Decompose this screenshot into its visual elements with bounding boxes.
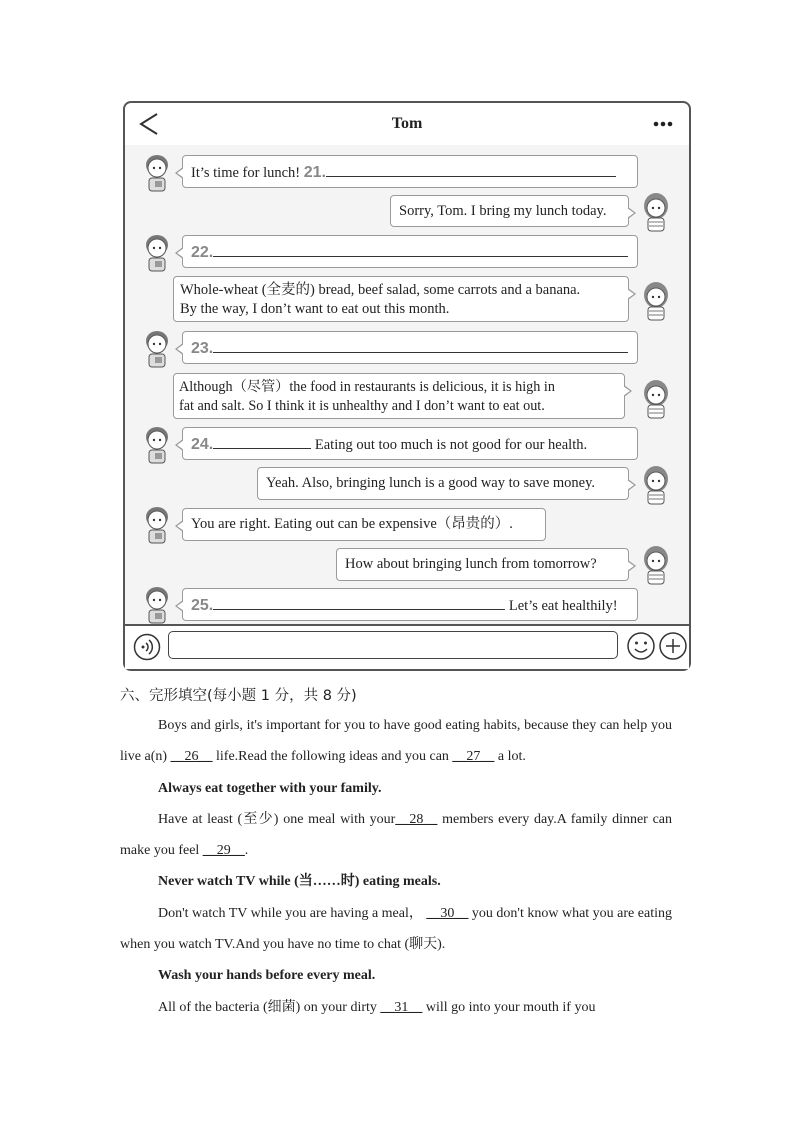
message-bubble <box>182 331 638 364</box>
passage-intro <box>120 710 672 773</box>
passage-paragraph-3 <box>120 992 672 1023</box>
question-number: 25. <box>191 597 214 614</box>
blank-28[interactable]: __28__ <box>395 811 438 827</box>
girl-avatar-icon <box>639 279 673 321</box>
passage-text: All of the bacteria (细菌) on your dirty <box>158 999 381 1015</box>
girl-avatar-icon <box>639 543 673 585</box>
message-text: Sorry, Tom. I bring my lunch today. <box>399 203 607 219</box>
emoji-icon[interactable] <box>626 631 656 661</box>
question-number: 23. <box>191 340 214 357</box>
message-text-line: Whole-wheat (全麦的) bread, beef salad, some carrots and a banana. <box>180 282 581 298</box>
message-bubble <box>182 235 638 268</box>
message-text: Yeah. Also, bringing lunch is a good way to save money. <box>266 475 596 491</box>
answer-blank[interactable] <box>213 595 505 610</box>
chat-input-bar <box>125 624 689 669</box>
section-title: 六、完形填空(每小题 1 分，共 8 分) <box>120 688 357 704</box>
answer-blank[interactable] <box>213 434 311 449</box>
blank-29[interactable]: __29__ <box>202 843 245 859</box>
message-text: How about bringing lunch from tomorrow? <box>345 556 597 572</box>
message-text: It’s time for lunch! <box>191 165 301 181</box>
passage-text: Don't watch TV while you are having a meal， <box>158 905 427 921</box>
voice-icon[interactable] <box>133 633 161 661</box>
boy-avatar-icon <box>141 503 175 545</box>
message-bubble <box>182 427 638 460</box>
boy-avatar-icon <box>141 583 175 625</box>
blank-27[interactable]: __27__ <box>452 749 495 765</box>
answer-blank[interactable] <box>326 162 616 177</box>
message-text-line: By the way, I don’t want to eat out this month. <box>180 301 450 317</box>
blank-26[interactable]: __26__ <box>170 749 213 765</box>
passage-text: you don't know what you are eating when you watch TV.And you have no time to chat (聊天). <box>120 905 672 953</box>
passage-text: Boys and girls, it's important for you to have good eating habits, because they can help you live a(n) <box>120 718 672 765</box>
passage <box>120 710 672 1023</box>
message-bubble <box>390 195 629 227</box>
chat-title: Tom <box>391 115 423 132</box>
girl-avatar-icon <box>639 463 673 505</box>
question-number: 21. <box>303 164 327 181</box>
message-bubble <box>173 373 625 419</box>
boy-avatar-icon <box>141 327 175 369</box>
message-text: Eating out too much is not good for our health. <box>314 437 588 453</box>
message-text-line: Although（尽管）the food in restaurants is delicious, it is high in <box>179 379 555 395</box>
message-bubble <box>336 548 629 581</box>
message-bubble <box>257 467 629 500</box>
girl-avatar-icon <box>639 377 673 419</box>
message-input[interactable] <box>168 631 618 659</box>
answer-blank[interactable] <box>213 242 628 257</box>
heading-wash: Wash your hands before every meal. <box>158 968 376 984</box>
more-options-icon[interactable] <box>653 121 673 127</box>
boy-avatar-icon <box>141 231 175 273</box>
passage-text: will go into your mouth if you <box>422 999 596 1015</box>
message-bubble <box>182 588 638 621</box>
passage-text: a lot. <box>494 749 526 765</box>
chat-message-area <box>125 145 689 628</box>
passage-text: . <box>244 843 249 859</box>
boy-avatar-icon <box>141 423 175 465</box>
message-text-line: fat and salt. So I think it is unhealthy and I don’t want to eat out. <box>179 398 545 414</box>
passage-text: life.Read the following ideas and you can <box>212 749 453 765</box>
passage-paragraph-2 <box>120 898 672 961</box>
girl-avatar-icon <box>639 190 673 232</box>
message-bubble <box>182 508 546 541</box>
question-number: 22. <box>191 244 214 261</box>
answer-blank[interactable] <box>213 338 628 353</box>
question-number: 24. <box>191 436 214 453</box>
passage-text: Have at least (至少) one meal with your <box>158 811 396 827</box>
message-text: Let’s eat healthily! <box>508 598 618 614</box>
chat-header <box>125 103 689 147</box>
heading-family: Always eat together with your family. <box>158 780 382 796</box>
message-bubble <box>182 155 638 188</box>
blank-31[interactable]: __31__ <box>380 999 423 1015</box>
blank-30[interactable]: __30__ <box>426 905 469 921</box>
chat-phone-frame <box>123 101 691 671</box>
passage-text: members every day.A family dinner can make you feel <box>120 811 673 859</box>
passage-paragraph-1 <box>120 804 672 867</box>
plus-icon[interactable] <box>658 631 688 661</box>
message-bubble <box>173 276 629 322</box>
heading-tv: Never watch TV while (当……时) eating meals. <box>158 874 441 890</box>
message-text: You are right. Eating out can be expensive（昂贵的）. <box>191 516 513 532</box>
boy-avatar-icon <box>141 151 175 193</box>
